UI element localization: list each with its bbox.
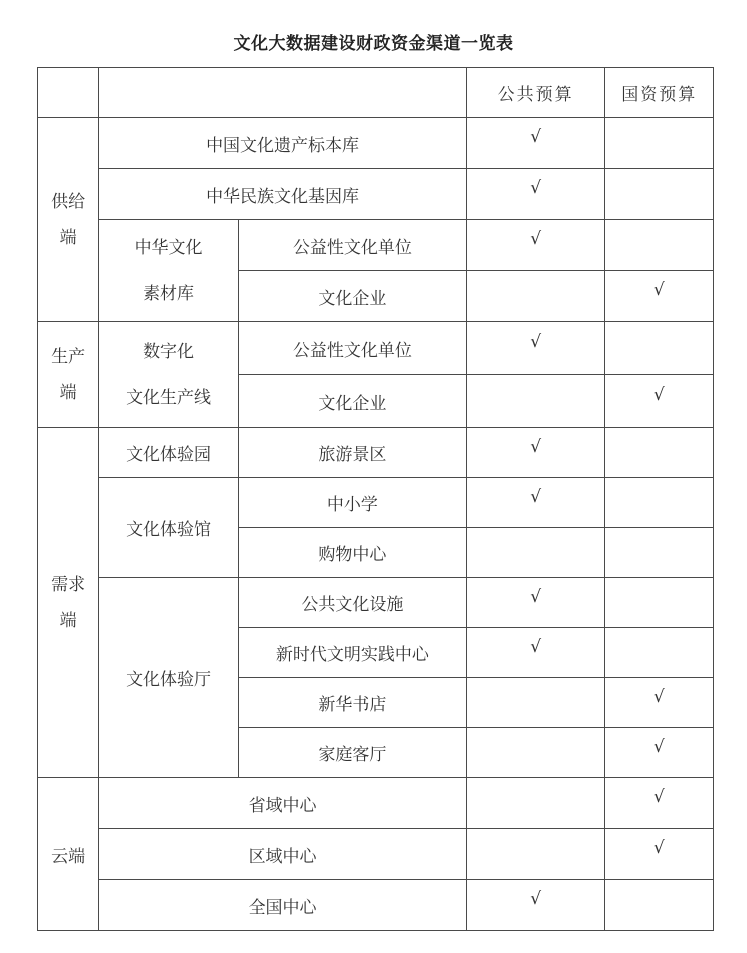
table-row: [38, 169, 714, 220]
check-mark-icon: √: [530, 332, 542, 352]
check-mark-icon: √: [530, 229, 542, 249]
row-label: 省域中心: [99, 778, 467, 829]
row-label: 新时代文明实践中心: [238, 628, 466, 678]
public-budget-check: [466, 220, 605, 271]
check-mark-icon: √: [653, 686, 665, 707]
state-budget-cell: [605, 428, 714, 478]
header-empty-cell: [99, 68, 467, 118]
row-label: 全国中心: [99, 880, 467, 931]
state-budget-cell: [605, 880, 714, 931]
subgroup-material-library: 中华文化 素材库: [99, 220, 239, 322]
check-mark-icon: √: [530, 127, 542, 147]
table-title: 文化大数据建设财政资金渠道一览表: [233, 34, 514, 54]
state-budget-check: [605, 678, 714, 728]
state-budget-check: [605, 728, 714, 778]
check-mark-icon: √: [530, 586, 542, 607]
table-row: [38, 118, 714, 169]
public-budget-check: [466, 880, 605, 931]
funding-channel-table: [37, 67, 714, 931]
row-label: 中国文化遗产标本库: [99, 118, 467, 169]
table-row: [38, 829, 714, 880]
check-mark-icon: √: [530, 178, 542, 198]
check-mark-icon: √: [530, 636, 542, 657]
state-budget-cell: [605, 322, 714, 375]
row-label: 新华书店: [238, 678, 466, 728]
row-label: 文化企业: [238, 375, 466, 428]
header-public-budget: 公共预算: [466, 68, 605, 118]
header-state-capital-budget: 国资预算: [605, 68, 714, 118]
state-budget-cell: [605, 118, 714, 169]
row-label: 旅游景区: [238, 428, 466, 478]
state-budget-check: [605, 778, 714, 829]
table-row: [38, 578, 714, 628]
public-budget-check: [466, 478, 605, 528]
subgroup-digital-production-line: 数字化 文化生产线: [99, 322, 239, 428]
group-cloud: 云端: [38, 778, 99, 931]
row-label: 公益性文化单位: [238, 220, 466, 271]
public-budget-check: [466, 578, 605, 628]
subgroup-experience-room: 文化体验厅: [99, 578, 239, 778]
row-label: 文化企业: [238, 271, 466, 322]
public-budget-check: [466, 169, 605, 220]
public-budget-cell: [466, 271, 605, 322]
table-row: [38, 322, 714, 375]
public-budget-check: [466, 628, 605, 678]
check-mark-icon: √: [530, 436, 542, 457]
public-budget-cell: [466, 528, 605, 578]
check-mark-icon: √: [530, 486, 542, 507]
state-budget-check: [605, 271, 714, 322]
subgroup-experience-hall: 文化体验馆: [99, 478, 239, 578]
header-row: [38, 68, 714, 118]
state-budget-cell: [605, 578, 714, 628]
table-row: [38, 478, 714, 528]
group-supply-side: 供给 端: [38, 118, 99, 322]
state-budget-cell: [605, 478, 714, 528]
state-budget-cell: [605, 628, 714, 678]
public-budget-cell: [466, 728, 605, 778]
state-budget-cell: [605, 220, 714, 271]
public-budget-check: [466, 118, 605, 169]
public-budget-check: [466, 322, 605, 375]
group-demand-side: 需求 端: [38, 428, 99, 778]
row-label: 区域中心: [99, 829, 467, 880]
header-empty-cell: [38, 68, 99, 118]
public-budget-cell: [466, 829, 605, 880]
state-budget-check: [605, 375, 714, 428]
table-row: [38, 778, 714, 829]
row-label: 购物中心: [238, 528, 466, 578]
table-row: [38, 880, 714, 931]
check-mark-icon: √: [653, 838, 665, 858]
check-mark-icon: √: [653, 736, 665, 757]
row-label: 公益性文化单位: [238, 322, 466, 375]
check-mark-icon: √: [653, 280, 665, 300]
table-row: [38, 428, 714, 478]
table-row: [38, 220, 714, 271]
row-label: 中华民族文化基因库: [99, 169, 467, 220]
check-mark-icon: √: [653, 385, 665, 405]
row-label: 家庭客厅: [238, 728, 466, 778]
state-budget-cell: [605, 528, 714, 578]
subgroup-experience-park: 文化体验园: [99, 428, 239, 478]
state-budget-cell: [605, 169, 714, 220]
public-budget-cell: [466, 778, 605, 829]
state-budget-check: [605, 829, 714, 880]
public-budget-cell: [466, 375, 605, 428]
check-mark-icon: √: [530, 889, 542, 909]
check-mark-icon: √: [653, 787, 665, 807]
public-budget-check: [466, 428, 605, 478]
public-budget-cell: [466, 678, 605, 728]
row-label: 公共文化设施: [238, 578, 466, 628]
group-production-side: 生产 端: [38, 322, 99, 428]
row-label: 中小学: [238, 478, 466, 528]
